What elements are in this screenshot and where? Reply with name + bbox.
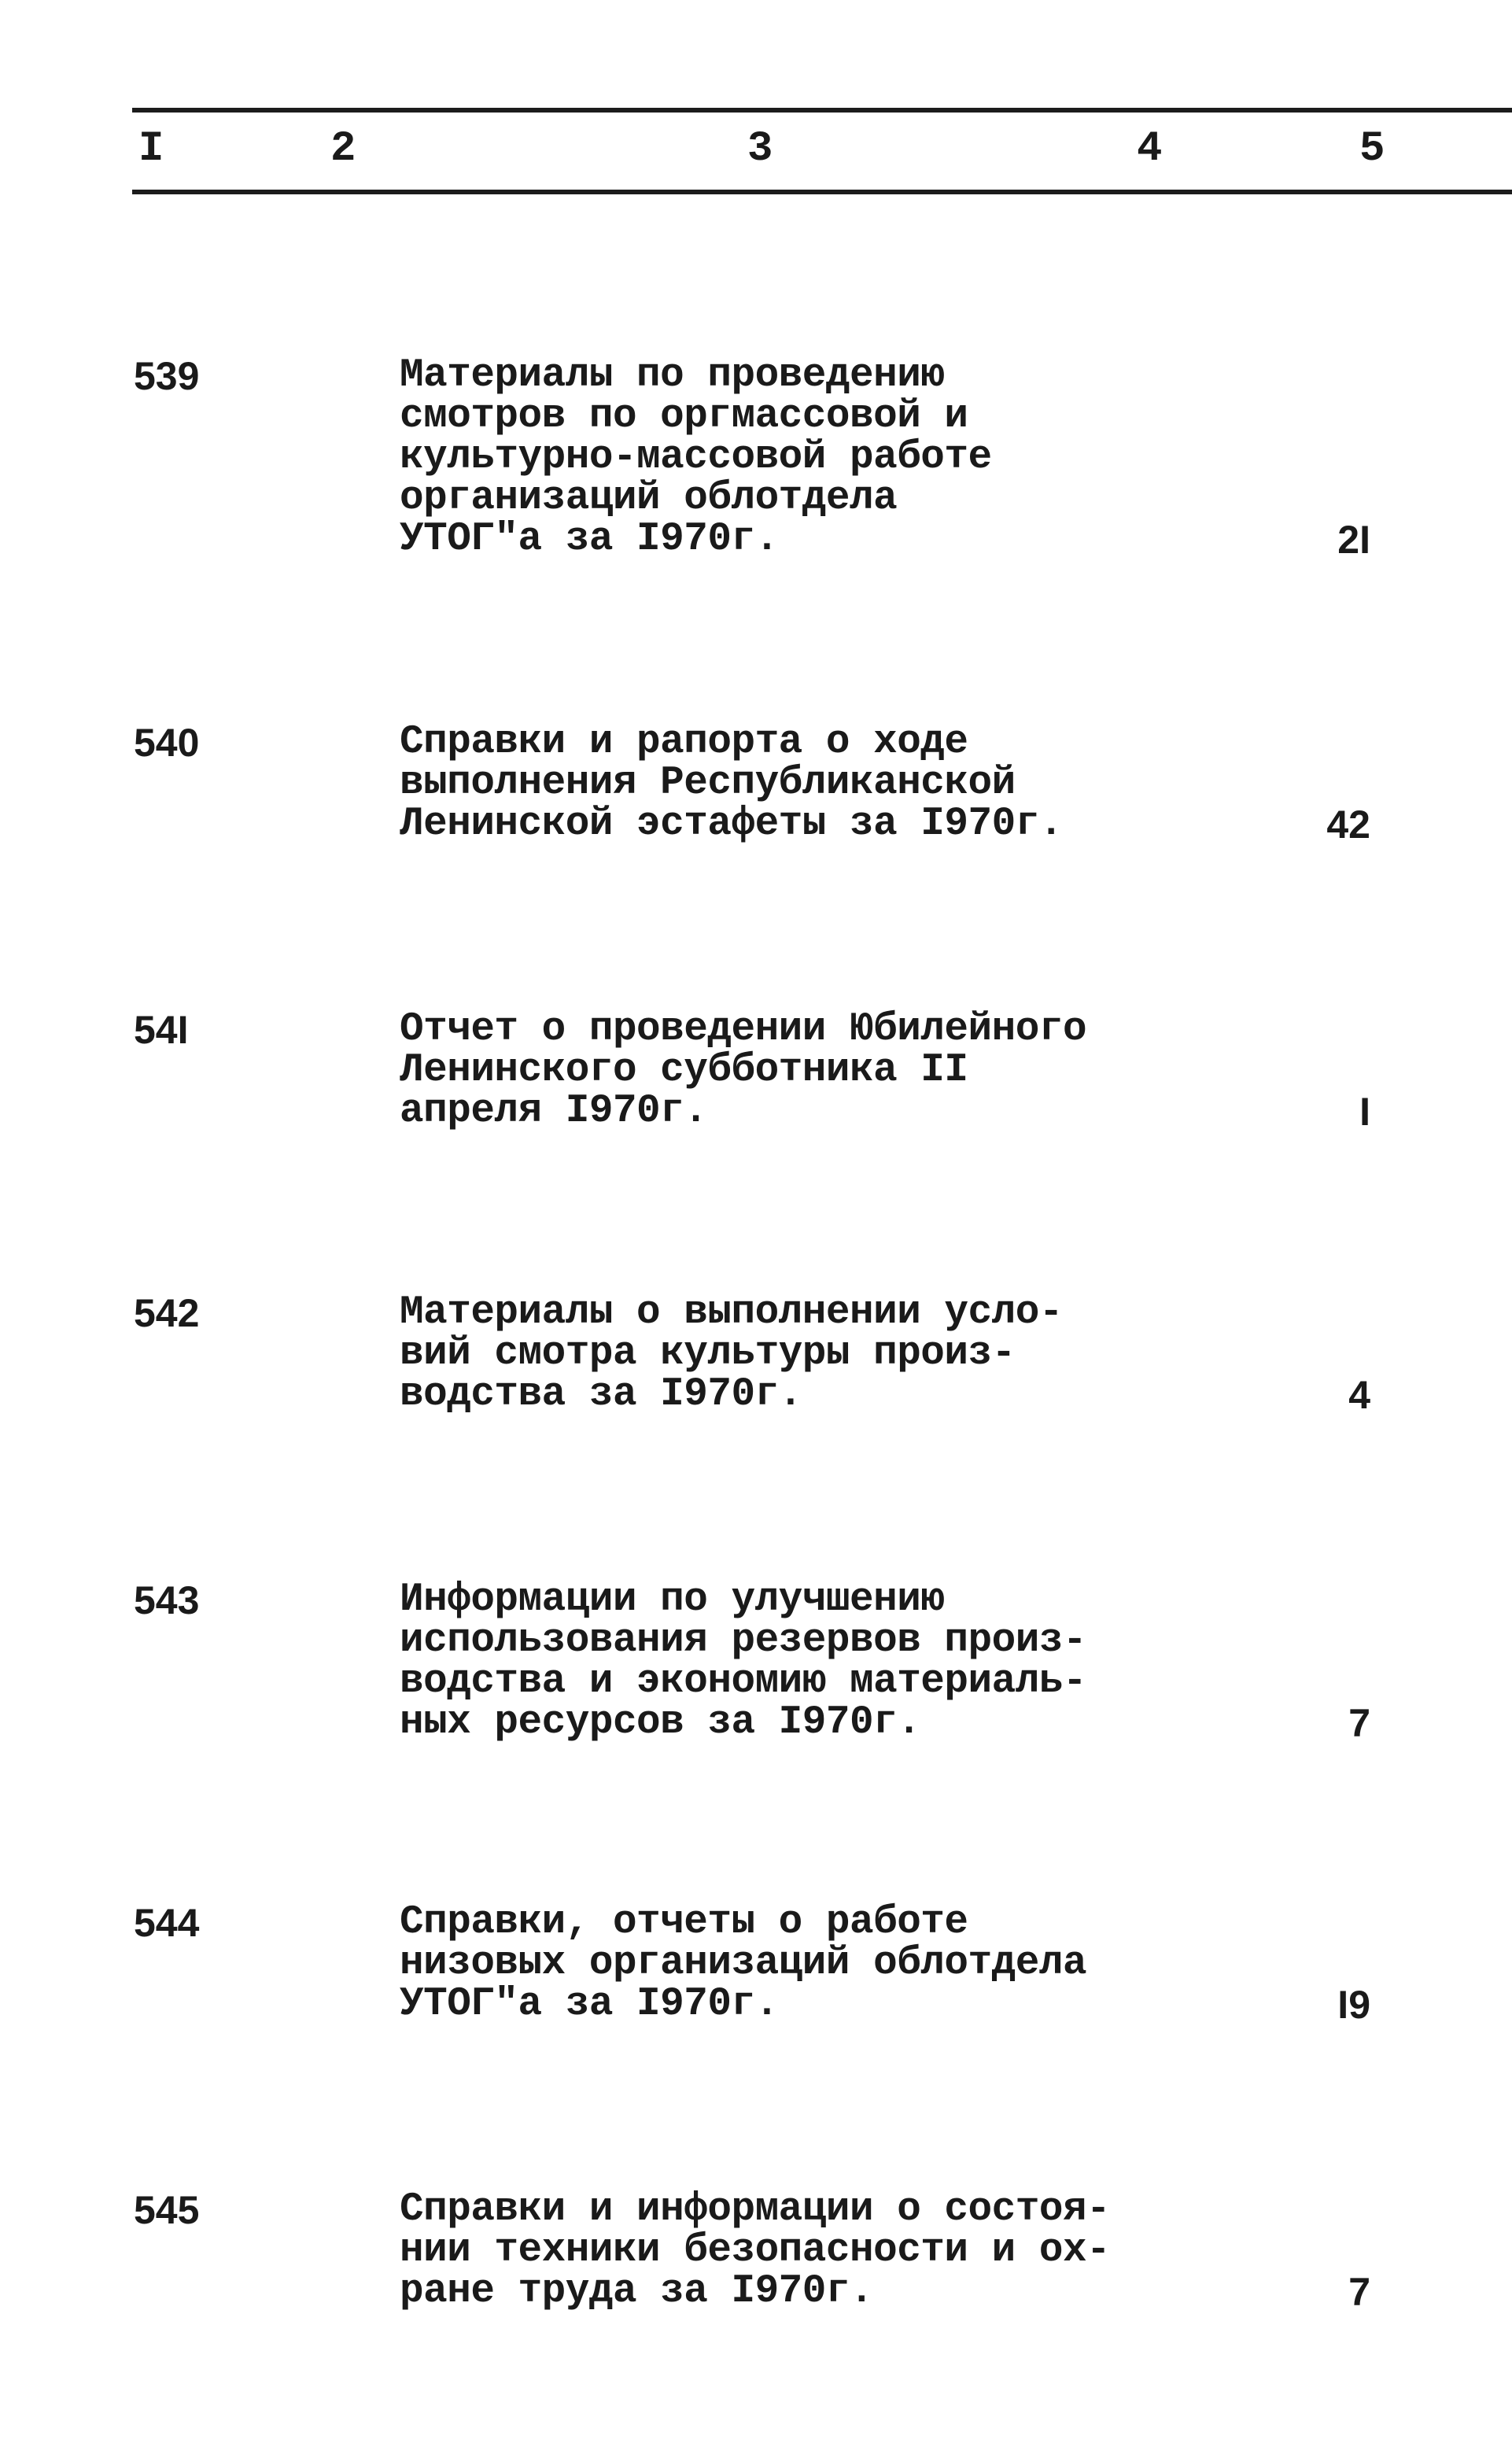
entry-number: 540 xyxy=(134,721,200,765)
entry-number: 54I xyxy=(134,1008,189,1052)
sheet-count: 7 xyxy=(1348,1701,1370,1745)
description-line: организаций облотдела xyxy=(400,476,898,521)
entry-description xyxy=(400,1009,1086,1132)
description-line: Ленинской эстафеты за I970г. xyxy=(400,802,1063,847)
description-line: УТОГ"а за I970г. xyxy=(400,1982,779,2027)
entry-number: 543 xyxy=(134,1578,200,1622)
sheet-count: I9 xyxy=(1337,1983,1370,2027)
description-line: УТОГ"а за I970г. xyxy=(400,517,779,562)
description-line: нии техники безопасности и ох- xyxy=(400,2228,1111,2273)
entry-number: 539 xyxy=(134,354,200,398)
description-line: водства за I970г. xyxy=(400,1372,802,1417)
entry-description xyxy=(400,1290,1063,1417)
description-line: Справки и информации о состоя- xyxy=(400,2187,1111,2232)
sheet-count: 7 xyxy=(1348,2270,1370,2314)
entry-number: 542 xyxy=(134,1291,200,1335)
column-header-3: 3 xyxy=(747,125,773,173)
description-line: Ленинского субботника II xyxy=(400,1048,968,1093)
entry-description xyxy=(400,2187,1111,2314)
column-header-5: 5 xyxy=(1359,125,1385,173)
description-line: ных ресурсов за I970г. xyxy=(400,1700,921,1745)
description-line: низовых организаций облотдела xyxy=(400,1941,1087,1986)
entry-description xyxy=(400,1902,1086,2025)
description-line: Отчет о проведении Юбилейного xyxy=(400,1007,1087,1052)
description-line: водства и экономию материаль- xyxy=(400,1659,1087,1704)
description-line: апреля I970г. xyxy=(400,1089,708,1134)
sheet-count: 4 xyxy=(1348,1373,1370,1417)
header-top-rule xyxy=(132,108,1512,113)
description-line: Справки, отчеты о работе xyxy=(400,1900,968,1945)
column-header-4: 4 xyxy=(1137,125,1163,173)
description-line: использования резервов произ- xyxy=(400,1618,1087,1663)
description-line: ране труда за I970г. xyxy=(400,2269,874,2314)
entry-number: 545 xyxy=(134,2188,200,2232)
entry-description xyxy=(400,722,1063,845)
column-header-2: 2 xyxy=(330,125,356,173)
sheet-count: 42 xyxy=(1326,803,1370,847)
entry-description xyxy=(400,353,992,562)
description-line: Информации по улучшению xyxy=(400,1578,945,1622)
description-line: Справки и рапорта о ходе xyxy=(400,720,968,765)
description-line: вий смотра культуры произ- xyxy=(400,1331,1016,1376)
header-bottom-rule xyxy=(132,190,1512,194)
sheet-count: 2I xyxy=(1337,518,1370,562)
description-line: Материалы по проведению xyxy=(400,353,945,398)
entry-number: 544 xyxy=(134,1901,200,1945)
description-line: культурно-массовой работе xyxy=(400,435,992,480)
sheet-count: I xyxy=(1359,1090,1370,1134)
description-line: Материалы о выполнении усло- xyxy=(400,1290,1063,1335)
description-line: выполнения Республиканской xyxy=(400,761,1016,806)
description-line: смотров по оргмассовой и xyxy=(400,394,968,439)
column-header-1: I xyxy=(138,125,164,173)
entry-description xyxy=(400,1580,1086,1744)
